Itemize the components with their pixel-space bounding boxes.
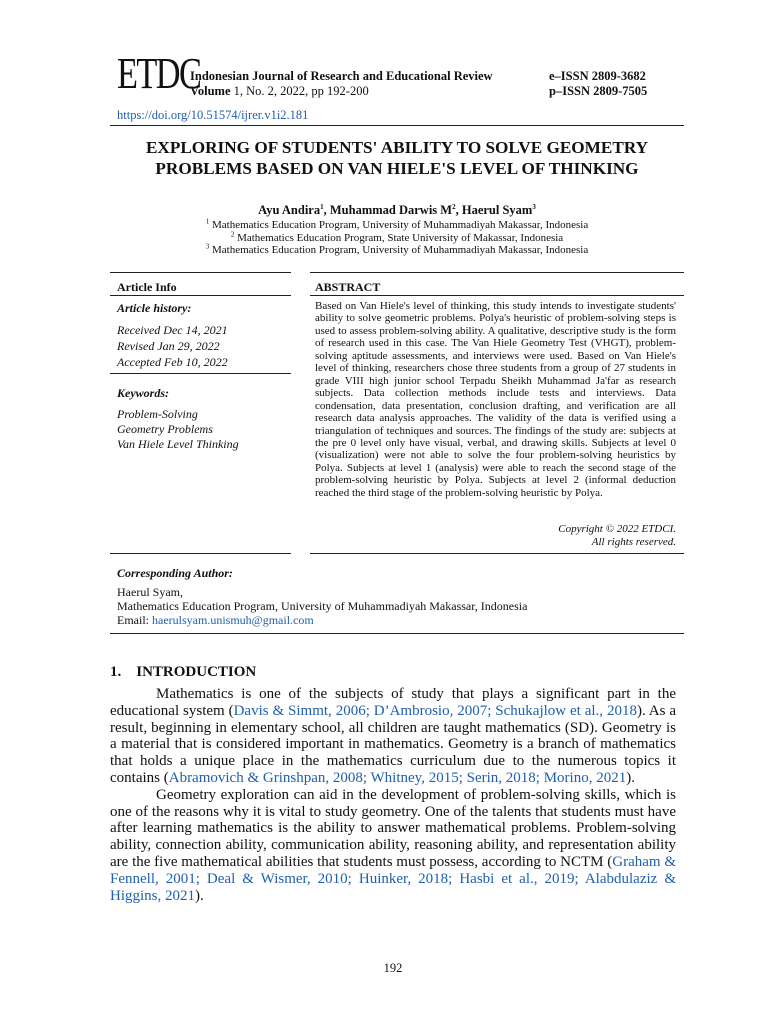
affiliation-2: $^2$ Mathematics Education Program, State University of Makassar, Indonesia [230,229,564,244]
article-info-underline [110,295,291,296]
pissn: p–ISSN 2809-7505 [549,84,648,98]
corresponding-name: Haerul Syam, [117,585,183,599]
page-number: 192 [383,961,403,975]
info-top-rule-right [310,272,684,273]
citation-link[interactable]: Graham & Fennell, 2001; Deal & Wismer, 2010; Huinker, 2018; Hasbi et al., 2019; Alabdulaziz & Higgins, 2021 [110,853,677,904]
copyright: Copyright © 2022 ETDCI. All rights reserved. [558,523,676,548]
article-history-label: Article history: [117,301,192,315]
info-bottom-rule-left [110,553,291,554]
keywords-list: Problem-Solving Geometry Problems Van Hiele Level Thinking [117,407,239,451]
history-separator [110,373,291,374]
journal-info [190,69,493,99]
volume-label: Volume [190,84,231,98]
info-top-rule-left [110,272,291,273]
corresponding-bottom-rule [110,633,684,634]
affiliations [110,219,684,257]
citation-link[interactable]: Abramovich & Grinshpan, 2008; Whitney, 2015; Serin, 2018; Morino, 2021 [168,769,627,786]
paragraph: Geometry exploration can aid in the development of problem-solving skills, which is one of the reasons why it is vital to study geometry. One of the talents that students must have after learning mathematics is the ability to answer mathematical problems. Problem-solving ability, connection ability, communication ability, reasoning ability, and representation ability are the five mathematical abilities that students must possess, according to NCTM (Graham & Fennell, 2001; Deal & Wismer, 2010; Huinker, 2018; Hasbi et al., 2019; Alabdulaziz & Higgins, 2021). [110,786,677,904]
header-rule [110,125,684,126]
abstract-underline [310,295,684,296]
corresponding-author-details: Haerul Syam, Mathematics Education Program, University of Muhammadiyah Makassar, Indonesia Email: haerulsyam.unismuh@gmail.com [117,585,528,627]
corresponding-author-label: Corresponding Author: [117,566,233,580]
article-title: EXPLORING OF STUDENTS' ABILITY TO SOLVE GEOMETRY PROBLEMS BASED ON VAN HIELE'S LEVEL OF THINKING [145,138,649,178]
issn-block [549,69,647,99]
corresponding-affiliation: Mathematics Education Program, University of Muhammadiyah Makassar, Indonesia [117,599,528,613]
volume-info: 1, No. 2, 2022, pp 192-200 [233,84,369,98]
info-bottom-rule-right [310,553,684,554]
corresponding-email-link[interactable]: haerulsyam.unismuh@gmail.com [152,613,314,627]
eissn: e–ISSN 2809-3682 [549,69,646,83]
abstract-heading: ABSTRACT [315,280,381,294]
affiliation-3: $^3$ Mathematics Education Program, University of Muhammadiyah Makassar, Indonesia [205,242,589,256]
keywords-label: Keywords: [117,386,169,400]
journal-name: Indonesian Journal of Research and Educational Review [190,69,493,83]
affiliation-1: $^1$ Mathematics Education Program, University of Muhammadiyah Makassar, Indonesia [205,217,589,231]
doi-link[interactable]: https://doi.org/10.51574/ijrer.v1i2.181 [117,108,309,122]
authors: Ayu Andira$^1$, Muhammad Darwis $M^2$, Haerul Syam$^3$ [258,202,536,217]
abstract-text: Based on Van Hiele's level of thinking, this study intends to investigate students' ability to solve geometric problems. Polya's heuristic of problem-solving steps is used to assess problem-solving ability. A qualitative, descriptive study is the form of research used in this case. The Van Hiele Geometry Test (VHGT), problem-solving aptitude assessments, and interviews were used. Based on Van Hiele's level of thinking, researchers chose three students from a group of 27 students in grade VIII high junior school Terpadu Sheikh Muhammad Ja'far as research subjects. Data collection methods include tests and interviews. Data condensation, data presentation, conclusion drafting, and verification are all research data analysis approaches. The validity of the data is verified using a triangulation of techniques and sources. The findings of the study are: subjects at the pre 0 level only have visual, verbal, and drawing skills. Subjects at level 0 (visualization) were not able to solve the four problem-solving heuristics by Polya. Subjects at level 1 (analysis) were able to reach the second stage of the problem-solving heuristic by Polya. Subjects at level 2 (informal deduction reached the third stage of the problem-solving heuristic by Polya. [315,300,676,499]
section-heading-introduction: 1. INTRODUCTION [110,664,257,680]
paragraph: Mathematics is one of the subjects of study that plays a significant part in the educational system (Davis & Simmt, 2006; D’Ambrosio, 2007; Schukajlow et al., 2018). As a result, beginning in elementary school, all children are taught mathematics (SD). Geometry is a material that is considered important in mathematics. Geometry is a branch of mathematics that holds a unique place in the mathematics curriculum due to the numerous topics it contains (Abramovich & Grinshpan, 2008; Whitney, 2015; Serin, 2018; Morino, 2021). [110,686,677,786]
journal-logo: ETDC [117,49,201,98]
citation-link[interactable]: Davis & Simmt, 2006; D’Ambrosio, 2007; Schukajlow et al., 2018 [233,702,637,719]
introduction-body [110,686,676,904]
article-info-heading: Article Info [117,280,177,294]
article-history: Received Dec 14, 2021 Revised Jan 29, 2022 Accepted Feb 10, 2022 [117,323,228,369]
